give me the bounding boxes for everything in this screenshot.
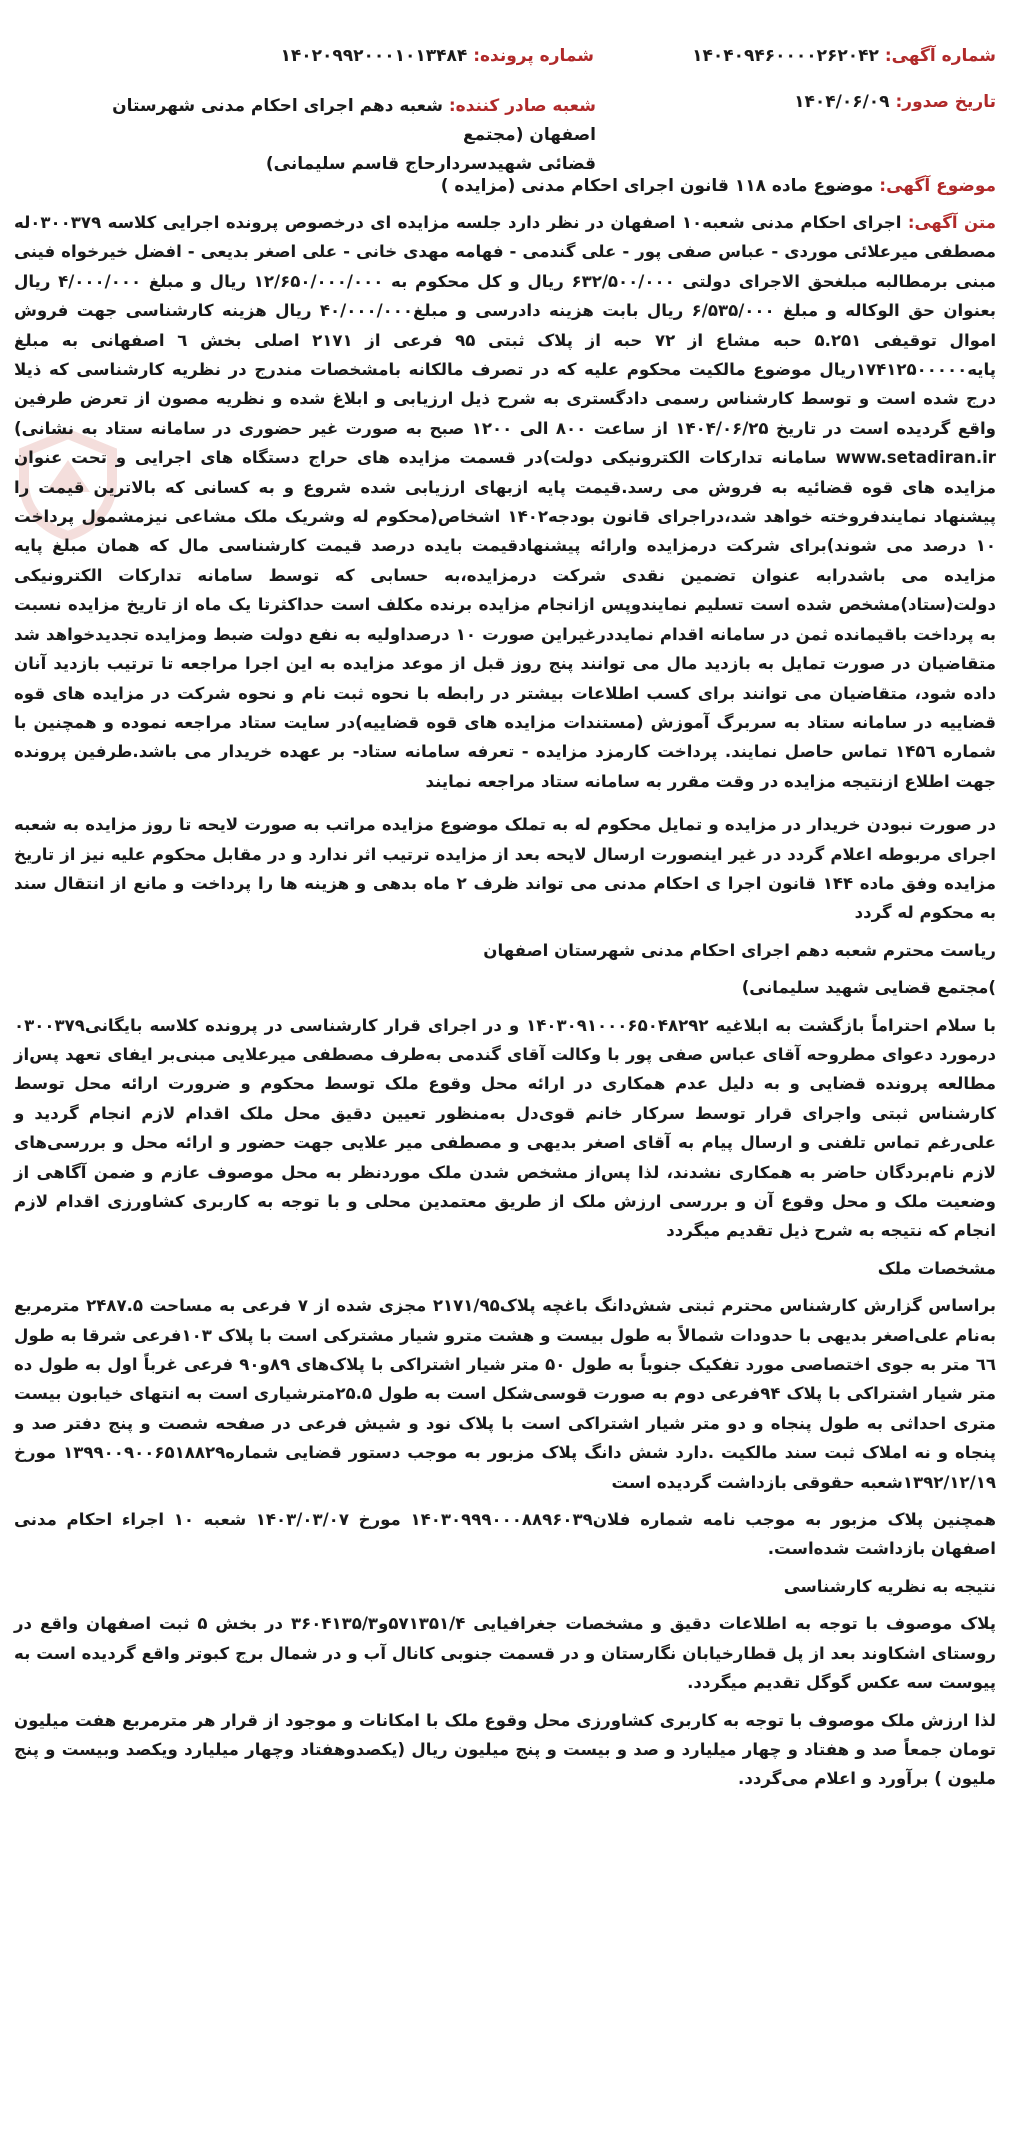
ad-body-paragraph-10: پلاک موصوف با توجه به اطلاعات دقیق و مشخصات جغرافیایی ۵۷۱۳۵۱/۴و۳۶۰۴۱۳۵/۳ در بخش ۵ ثبت اصفهان واقع در روستای اشکاوند بعد از پل قطارخیابان نگارستان و در قسمت جنوبی کانال آب و در شمال برج کبوتر واقع گردیده است به پیوست سه عکس گوگل تقدیم میگردد. [14,1614,997,1693]
ad-subject [14,176,996,196]
issuing-branch [60,92,596,179]
issuing-branch-value-line1: شعبه دهم اجرای احکام مدنی شهرستان اصفهان (مجتمع [112,96,596,145]
issue-date-value: ۱۴۰۴/۰۶/۰۹ [794,92,890,112]
ad-body-paragraph-4: )مجتمع قضایی شهید سلیمانی) [741,978,996,998]
issue-date-label: تاریخ صدور: [895,92,996,112]
ad-body-paragraph-11: لذا ارزش ملک موصوف با توجه به کاربری کشاورزی محل وقوع ملک با امکانات و موجود از قرار هر مترمربع هفت میلیون تومان جمعاً صد و هفتاد و چهار میلیارد و صد و بیست و پنج میلیون ریال (یکصدوهفتاد وچهار میلیارد ویکصد وبیست و پنج ملیون ) برآورد و اعلام می‌گردد. [14,1710,996,1789]
ad-number-label: شماره آگهی: [884,46,996,66]
file-number [280,46,594,66]
ad-subject-value: موضوع ماده ۱۱۸ قانون اجرای احکام مدنی (مزایده ) [440,176,874,196]
ad-body-paragraph-1 [14,208,996,796]
ad-body-paragraph-3: ریاست محترم شعبه دهم اجرای احکام مدنی شهرستان اصفهان [483,940,996,960]
ad-body-paragraph-9: نتیجه به نظریه کارشناسی [783,1576,996,1596]
ad-body-paragraph-6: مشخصات ملک [877,1258,996,1278]
ad-body-paragraph-8: همچنین پلاک مزبور به موجب نامه شماره فلان۱۴۰۳۰۹۹۹۰۰۰۸۸۹۶۰۳۹ مورخ ۱۴۰۳/۰۳/۰۷ شعبه ۱۰ اجراء احکام مدنی اصفهان بازداشت شده‌است. [14,1510,997,1559]
ad-body-label: متن آگهی: [907,213,996,232]
ad-body-text-1: اجرای احکام مدنی شعبه۱۰ اصفهان در نظر دارد جلسه مزایده ای درخصوص پرونده اجرایی کلاسه ۰۳۰۰۳۷۹له مصطفی میرعلائی موردی - عباس صفی پور - علی گندمی - فهامه مهدی خانی - علی اصغر بدیعی - افضل خیرخواه فینی مبنی برمطالبه مبلغحق الاجرای دولتی ۶۳۲/۵۰۰/۰۰۰ ریال و کل محکوم به ۱۲/۶۵۰/۰۰۰/۰۰۰ ریال و مبلغ ۴/۰۰۰/۰۰۰ ریال بعنوان حق الوکاله و مبلغ ۶/۵۳۵/۰۰۰ ریال بابت هزینه دادرسی و مبلغ۴۰/۰۰۰/۰۰۰ ریال هزینه کارشناسی جهت فروش اموال توقیفی ۵.۲۵۱ حبه مشاع از ۷۲ حبه از پلاک ثبتی ۹۵ فرعی از ۲۱۷۱ اصلی بخش ٦ اصفهانی به مبلغ پایه۱۷۴۱۲۵۰۰۰۰۰ریال موضوع مالکیت محکوم علیه که در تصرف مالکانه بامشخصات مندرج در نظریه کارشناسی که ذیلا درج شده است و توسط کارشناس رسمی دادگستری به شرح ذیل ارزیابی و ابلاغ شده و نظریه مصون از تعرض طرفین واقع گردیده است در تاریخ ۱۴۰۴/۰۶/۲۵ از ساعت ۸۰۰ الی ۱۲۰۰ صبح به صورت غیر حضوری در سامانه ستاد به نشانی) www.setadiran.ir سامانه تدارکات الکترونیکی دولت)در قسمت مزایده های حراج دستگاه های اجرایی و تحت عنوان مزایده های قوه قضائیه به فروش می رسد.قیمت پایه ازبهای ارزیابی شده شروع و به کسانی که بالاترین قیمت را پیشنهاد نمایندفروخته خواهد شد،دراجرای قانون بودجه۱۴۰۲ اشخاص(محکوم له وشریک ملک مشاعی نیزمشمول پرداخت ۱۰ درصد می شوند)برای شرکت درمزایده وارائه پیشنهادقیمت بایده درصد قیمت کارشناسی مال که همان مبلغ پایه مزایده می باشدرابه عنوان تضمین نقدی شرکت درمزایده،به حسابی که توسط سامانه تدارکات الکترونیکی دولت(ستاد)مشخص شده است تسلیم نمایندوپس ازانجام مزایده برنده مکلف است حداکثرتا یک ماه از تاریخ مزایده نسبت به پرداخت باقیمانده ثمن در سامانه اقدام نمایددرغیراین صورت ۱۰ درصداولیه به نفع دولت ضبط ومزایده تجدیدخواهد شد متقاضیان در صورت تمایل به بازدید مال می توانند پنج روز قبل از موعد مزایده به این اجرا مراجعه تا ترتیب بازدید آنان داده شود، متقاضیان می توانند برای کسب اطلاعات بیشتر در رابطه با نحوه ثبت نام و نحوه شرکت در مزایده های قوه قضاییه در سامانه ستاد به سربرگ آموزش (مستندات مزایده های قوه قضاییه)در سایت ستاد مراجعه نموده و همچنین با شماره ۱۴۵٦ تماس حاصل نمایند. پرداخت کارمزد مزایده - تعرفه سامانه ستاد- بر عهده خریدار می باشد.طرفین پرونده جهت اطلاع ازنتیجه مزایده در وقت مقرر به سامانه ستاد مراجعه نمایند [14,213,997,791]
ad-body-paragraph-7: براساس گزارش کارشناس محترم ثبتی شش‌دانگ باغچه پلاک۲۱۷۱/۹۵ مجزی شده از ۷ فرعی به مساحت ۲۴۸۷.۵ مترمربع به‌نام علی‌اصغر بدیهی با حدودات شمالاً به طول بیست و هشت مترو شیار مشترکی است با پلاک ۱۰۳فرعی شرقا به طول ٦٦ متر به جوی اختصاصی مورد تفکیک جنوباً به طول ۵۰ متر شیار اشتراکی با پلاک‌های ۸۹و۹۰ فرعی غرباً اول به طول ده متر شیار اشتراکی با پلاک ۹۴فرعی دوم به صورت قوسی‌شکل است به طول ۲۵.۵مترشیاری است به انتهای خیابون بیست متری احداثی به طول پنجاه و دو متر شیار اشتراکی است با پلاک نود و شیش فرعی در صفحه شصت و پنج دفتر صد و پنجاه و نه املاک ثبت سند مالکیت .دارد شش دانگ پلاک مزبور به موجب دستور قضایی شماره۱۳۹۹۰۰۹۰۰۶۵۱۸۸۲۹ مورخ ۱۳۹۲/۱۲/۱۹شعبه حقوقی بازداشت گردیده است [14,1296,996,1492]
issuing-branch-label: شعبه صادر کننده: [448,96,596,116]
ad-number [692,46,996,66]
ad-subject-label: موضوع آگهی: [879,176,996,196]
issue-date [794,92,996,112]
issuing-branch-value-line2: قضائی شهیدسردارحاج قاسم سلیمانی) [265,154,596,174]
ad-body-paragraph-2: در صورت نبودن خریدار در مزایده و تمایل محکوم له به تملک موضوع مزایده مراتب به صورت لایحه تا روز مزایده به شعبه اجرای مربوطه اعلام گردد در غیر اینصورت ارسال لایحه بعد از مزایده ترتیب اثر ندارد و در مقابل محکوم علیه نیز از تاریخ مزایده وفق ماده ۱۴۴ قانون اجرا ی احکام مدنی می تواند ظرف ۲ ماه بدهی و هزینه ها را پرداخت و مانع از انتقال سند به محکوم له گردد [14,815,996,923]
file-number-label: شماره پرونده: [473,46,594,66]
ad-body-paragraph-5: با سلام احتراماً بازگشت به ابلاغیه ۱۴۰۳۰۹۱۰۰۰۶۵۰۴۸۲۹۲ و در اجرای قرار کارشناسی در پرونده کلاسه بایگانی۰۳۰۰۳۷۹ درمورد دعوای مطروحه آقای عباس صفی پور با وکالت آقای گندمی به‌طرف مصطفی میرعلایی مبنی‌بر ایفای تعهد پس‌از مطالعه پرونده قضایی و به دلیل عدم همکاری در ارائه محل وقوع ملک توسط محکوم و ضرورت ارائه محل توسط کارشناس ثبتی واجرای قرار توسط سرکار خانم قوی‌دل به‌منظور تعیین دقیق محل ملک اقدام لازم انجام گردید و علی‌رغم تماس تلفنی و ارسال پیام به آقای اصغر بدیهی و مصطفی میر علایی جهت حضور و ارائه محل و بررسی‌های لازم نام‌بردگان حاضر به همکاری نشدند، لذا پس‌از مشخص شدن ملک موردنظر به محل موصوف عازم و ضمن آگاهی از وضعیت ملک و محل وقوع آن و بررسی ارزش ملک از طریق معتمدین محلی و با توجه به کاربری کشاورزی اقدام لازم انجام که نتیجه به شرح ذیل تقدیم میگردد [14,1015,996,1241]
ad-number-value: ۱۴۰۴۰۹۴۶۰۰۰۰۲۶۲۰۴۲ [692,46,879,66]
file-number-value: ۱۴۰۲۰۹۹۲۰۰۰۱۰۱۳۴۸۴ [280,46,468,66]
ad-body [14,208,996,1802]
